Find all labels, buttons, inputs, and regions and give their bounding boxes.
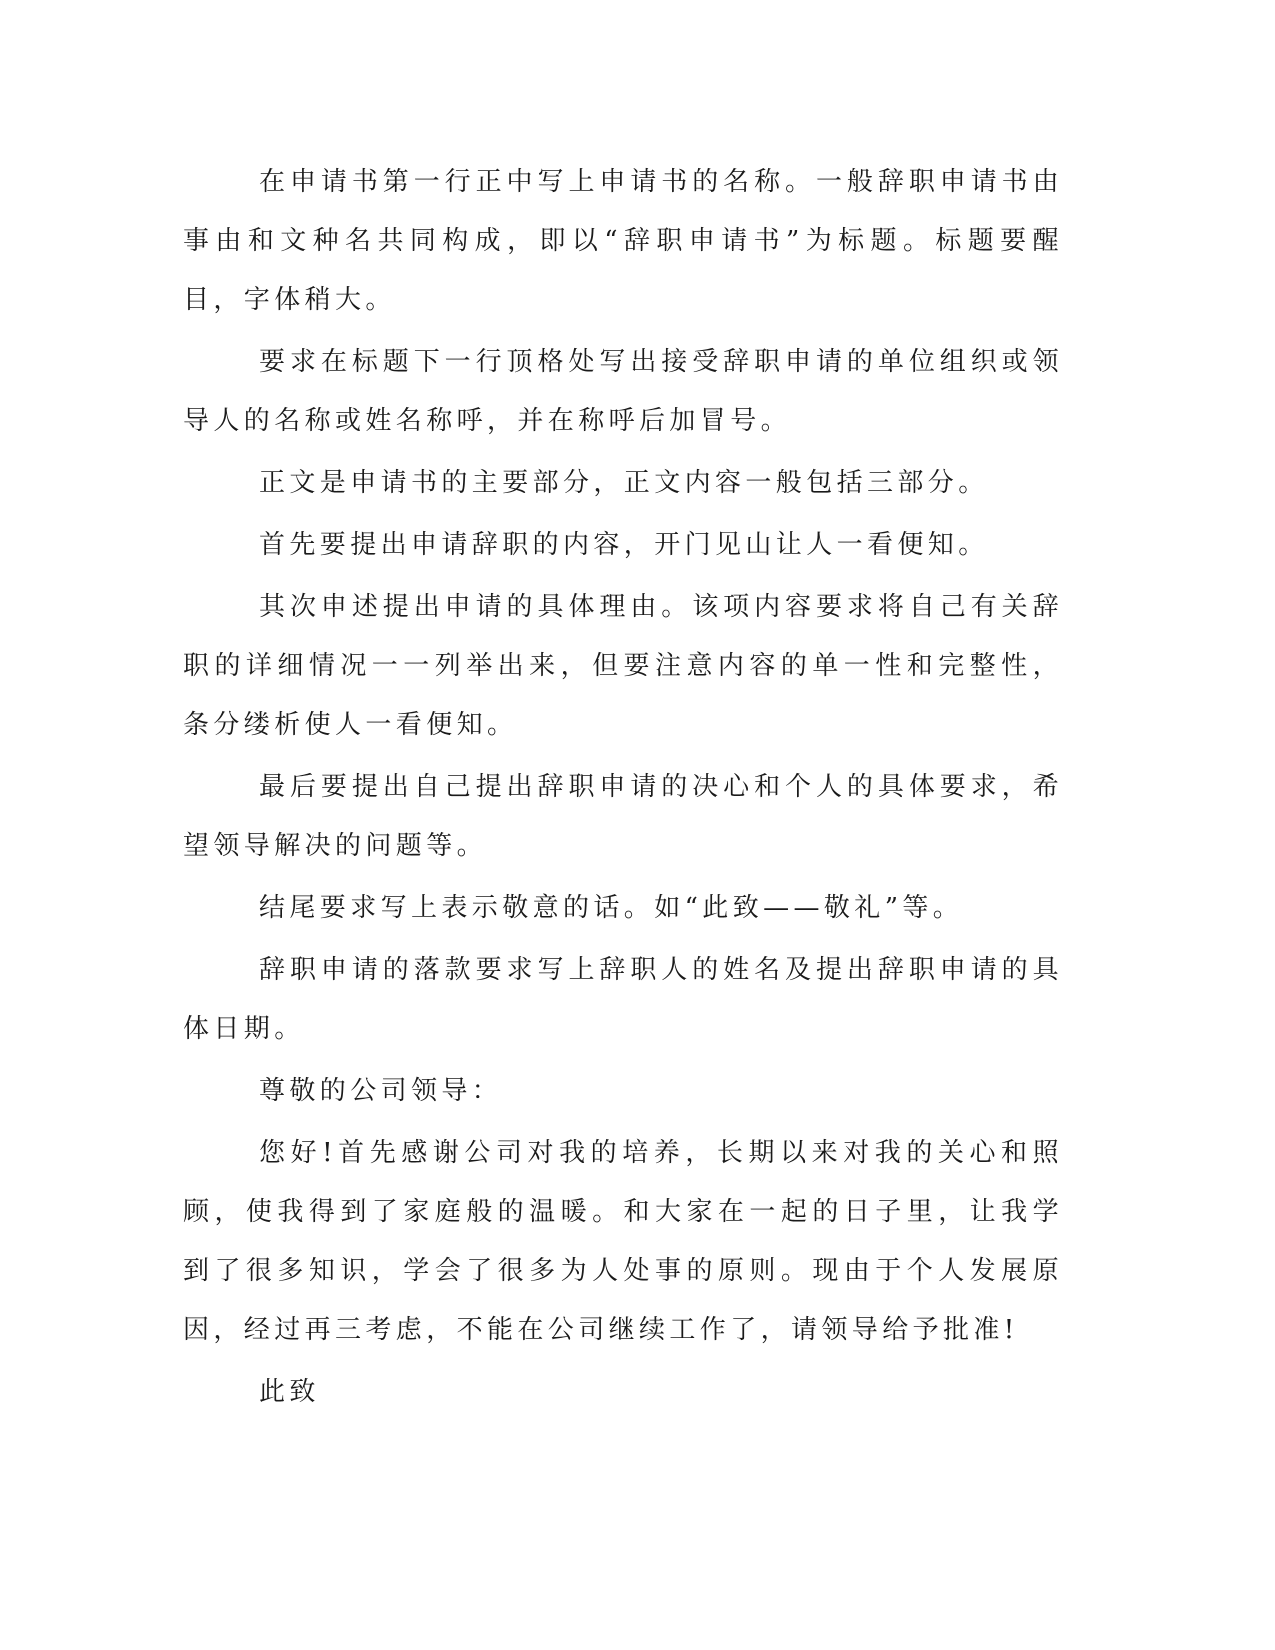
- paragraph-salutation-guidance: 要求在标题下一行顶格处写出接受辞职申请的单位组织或领导人的名称或姓名称呼，并在称呼后加冒号。: [183, 347, 1063, 436]
- paragraph-body-first: 首先要提出申请辞职的内容，开门见山让人一看便知。: [259, 530, 989, 560]
- letter-salutation: 尊敬的公司领导：: [259, 1076, 503, 1106]
- document-body: [183, 153, 1063, 1425]
- paragraph-signature-guidance: 辞职申请的落款要求写上辞职人的姓名及提出辞职申请的具体日期。: [183, 955, 1063, 1044]
- paragraph-body-last: 最后要提出自己提出辞职申请的决心和个人的具体要求，希望领导解决的问题等。: [183, 772, 1063, 861]
- letter-closing: 此致: [259, 1377, 320, 1407]
- letter-body: 您好!首先感谢公司对我的培养，长期以来对我的关心和照顾，使我得到了家庭般的温暖。和大家在一起的日子里，让我学到了很多知识，学会了很多为人处事的原则。现由于个人发展原因，经过再三考虑，不能在公司继续工作了，请领导给予批准!: [183, 1138, 1063, 1345]
- paragraph-body-second: 其次申述提出申请的具体理由。该项内容要求将自己有关辞职的详细情况一一列举出来，但要注意内容的单一性和完整性，条分缕析使人一看便知。: [183, 592, 1063, 740]
- paragraph-body-overview: 正文是申请书的主要部分，正文内容一般包括三部分。: [259, 468, 989, 498]
- paragraph-closing-guidance: 结尾要求写上表示敬意的话。如“此致——敬礼”等。: [259, 893, 964, 923]
- paragraph-title-guidance: 在申请书第一行正中写上申请书的名称。一般辞职申请书由事由和文种名共同构成，即以“辞职申请书”为标题。标题要醒目，字体稍大。: [183, 167, 1063, 315]
